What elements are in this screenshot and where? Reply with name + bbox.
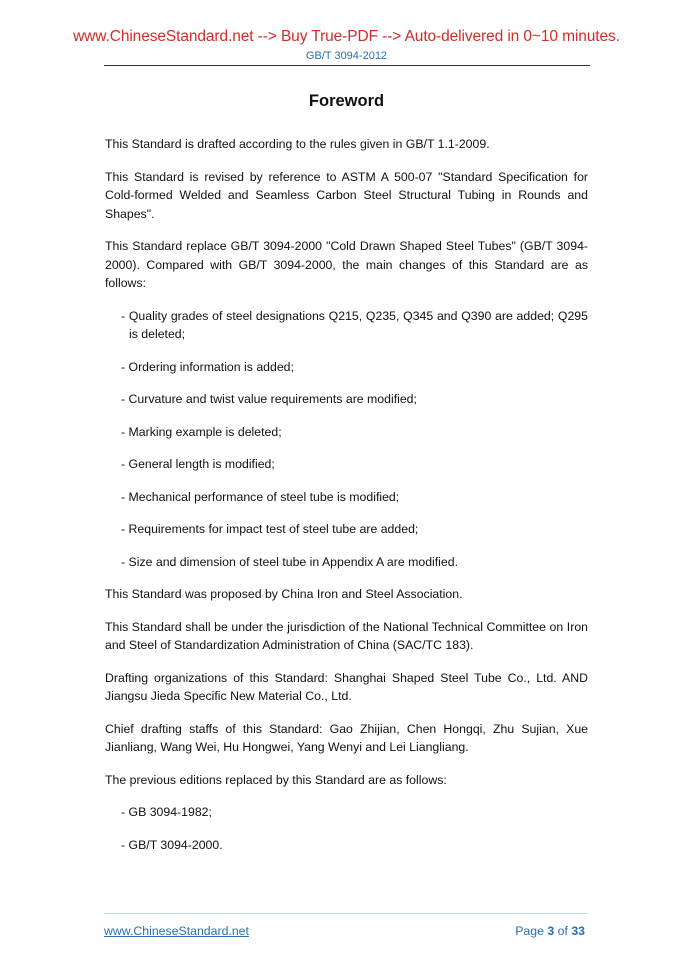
page-number	[515, 924, 585, 938]
paragraph-previous-editions: The previous editions replaced by this Standard are as follows:	[105, 772, 447, 787]
paragraph-proposed-by: This Standard was proposed by China Iron and Steel Association.	[105, 587, 463, 601]
paragraph-drafting-rules: This Standard is drafted according to the rules given in GB/T 1.1-2009.	[105, 137, 490, 151]
footer-website-link[interactable]: www.ChineseStandard.net	[104, 924, 249, 938]
changes-list	[105, 307, 588, 572]
paragraph-replacement: This Standard replace GB/T 3094-2000 "Cold Drawn Shaped Steel Tubes" (GB/T 3094-2000). Compared with GB/T 3094-2000, the main changes of this Standard are as follows:	[105, 239, 588, 290]
page-prefix: Page	[515, 924, 548, 938]
list-item: - Marking example is deleted;	[121, 424, 282, 439]
previous-editions-list	[105, 803, 588, 854]
list-item: - General length is modified;	[121, 457, 275, 471]
footer-divider	[104, 913, 587, 914]
list-item: - Curvature and twist value requirements are modified;	[121, 392, 417, 406]
list-item: - Ordering information is added;	[121, 359, 294, 374]
list-item: - Mechanical performance of steel tube is modified;	[121, 489, 400, 504]
header-divider	[104, 65, 590, 66]
paragraph-drafting-organizations: Drafting organizations of this Standard: Shanghai Shaped Steel Tube Co., Ltd. AND Jiangsu Jieda Specific New Material Co., Ltd.	[105, 670, 588, 703]
document-code: GB/T 3094-2012	[305, 50, 388, 62]
paragraph-chief-drafting-staffs: Chief drafting staffs of this Standard: Gao Zhijian, Chen Hongqi, Zhu Sujian, Xue Jianliang, Wang Wei, Hu Hongwei, Yang Wenyi and Lei Liangliang.	[105, 721, 588, 754]
list-item: - Quality grades of steel designations Q215, Q235, Q345 and Q390 are added; Q295 is deleted;	[121, 308, 588, 341]
document-body	[105, 135, 588, 868]
page-current: 3	[547, 924, 555, 938]
paragraph-jurisdiction: This Standard shall be under the jurisdiction of the National Technical Committee on Iron and Steel of Standardization Administration of China (SAC/TC 183).	[105, 619, 588, 652]
paragraph-astm-reference: This Standard is revised by reference to ASTM A 500-07 "Standard Specification for Cold-formed Welded and Seamless Carbon Steel Structural Tubing in Rounds and Shapes".	[105, 169, 588, 221]
list-item: - Requirements for impact test of steel tube are added;	[121, 522, 419, 536]
page-of: of	[554, 924, 572, 938]
page-total: 33	[571, 924, 585, 938]
list-item: - Size and dimension of steel tube in Appendix A are modified.	[121, 554, 459, 569]
list-item: - GB 3094-1982;	[121, 805, 212, 819]
list-item: - GB/T 3094-2000.	[121, 837, 223, 852]
promo-banner[interactable]: www.ChineseStandard.net --> Buy True-PDF --> Auto-delivered in 0~10 minutes.	[73, 28, 620, 45]
page-title: Foreword	[308, 92, 385, 110]
